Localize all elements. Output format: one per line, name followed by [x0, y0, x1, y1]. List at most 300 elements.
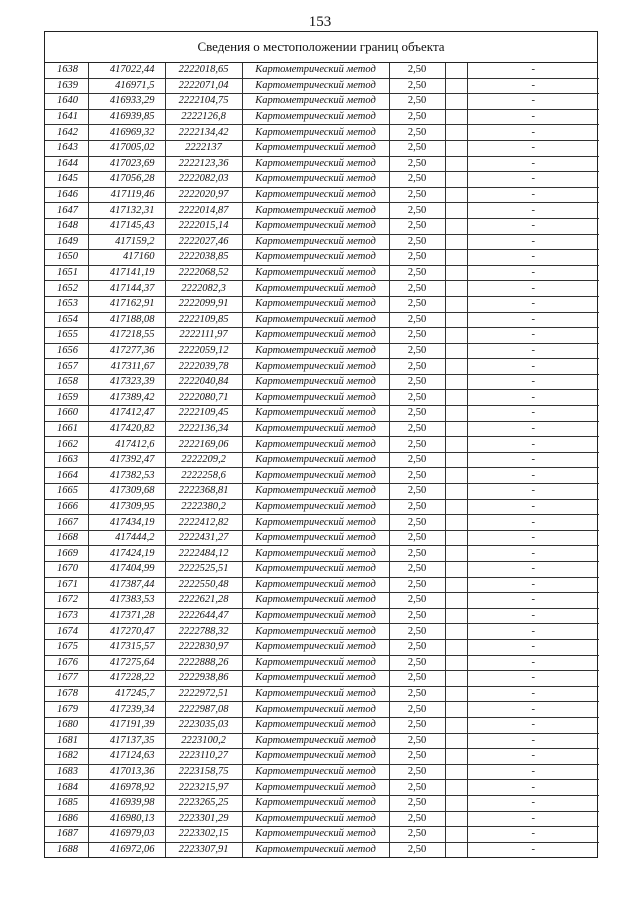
- accuracy-cell: 2,50: [389, 172, 445, 188]
- method-cell: Картометрический метод: [242, 374, 389, 390]
- point-number-cell: 1638: [45, 63, 88, 78]
- point-number-cell: 1669: [45, 546, 88, 562]
- method-cell: Картометрический метод: [242, 717, 389, 733]
- point-number-cell: 1639: [45, 78, 88, 94]
- note-cell: -: [531, 843, 535, 855]
- x-coordinate-cell: 417412,6: [88, 437, 165, 453]
- point-number-cell: 1674: [45, 624, 88, 640]
- y-coordinate-cell: 2222972,51: [165, 686, 242, 702]
- point-number-cell: 1678: [45, 686, 88, 702]
- point-number-cell: 1666: [45, 499, 88, 515]
- point-number-cell: 1641: [45, 109, 88, 125]
- note-cell: -: [467, 593, 599, 609]
- method-cell: Картометрический метод: [242, 562, 389, 578]
- table-row: [45, 608, 599, 624]
- method-cell: Картометрический метод: [242, 359, 389, 375]
- y-coordinate-cell: 2222027,46: [165, 234, 242, 250]
- note-cell: -: [467, 827, 599, 843]
- x-coordinate-cell: 417371,28: [88, 608, 165, 624]
- point-number-cell: 1667: [45, 515, 88, 531]
- table-row: [45, 78, 599, 94]
- method-cell: Картометрический метод: [242, 639, 389, 655]
- x-coordinate-cell: 417382,53: [88, 468, 165, 484]
- accuracy-cell: 2,50: [389, 265, 445, 281]
- table-row: [45, 94, 599, 110]
- table-row: [45, 125, 599, 141]
- point-number-cell: 1686: [45, 811, 88, 827]
- x-coordinate-cell: 417275,64: [88, 655, 165, 671]
- x-coordinate-cell: 417404,99: [88, 562, 165, 578]
- y-coordinate-cell: 2222082,03: [165, 172, 242, 188]
- description-cell: [445, 484, 467, 500]
- method-cell: Картометрический метод: [242, 234, 389, 250]
- note-cell: -: [467, 343, 599, 359]
- method-cell: Картометрический метод: [242, 733, 389, 749]
- note-cell: -: [467, 187, 599, 203]
- point-number-cell: 1646: [45, 187, 88, 203]
- accuracy-cell: 2,50: [389, 359, 445, 375]
- method-cell: Картометрический метод: [242, 94, 389, 110]
- table-row: [45, 421, 599, 437]
- point-number-cell: 1685: [45, 795, 88, 811]
- accuracy-cell: 2,50: [389, 125, 445, 141]
- method-cell: Картометрический метод: [242, 421, 389, 437]
- description-cell: [445, 109, 467, 125]
- note-cell: -: [467, 655, 599, 671]
- y-coordinate-cell: 2222104,75: [165, 94, 242, 110]
- x-coordinate-cell: 417013,36: [88, 764, 165, 780]
- accuracy-cell: 2,50: [389, 827, 445, 843]
- description-cell: [445, 499, 467, 515]
- point-number-cell: 1665: [45, 484, 88, 500]
- note-cell: -: [467, 172, 599, 188]
- x-coordinate-cell: 417387,44: [88, 577, 165, 593]
- x-coordinate-cell: 416980,13: [88, 811, 165, 827]
- method-cell: Картометрический метод: [242, 499, 389, 515]
- note-cell: -: [467, 702, 599, 718]
- y-coordinate-cell: 2222020,97: [165, 187, 242, 203]
- point-number-cell: 1680: [45, 717, 88, 733]
- x-coordinate-cell: 417239,34: [88, 702, 165, 718]
- y-coordinate-cell: 2222039,78: [165, 359, 242, 375]
- x-coordinate-cell: 417141,19: [88, 265, 165, 281]
- note-cell: -: [467, 312, 599, 328]
- y-coordinate-cell: 2222987,08: [165, 702, 242, 718]
- table-row: [45, 468, 599, 484]
- accuracy-cell: 2,50: [389, 109, 445, 125]
- y-coordinate-cell: 2222040,84: [165, 374, 242, 390]
- description-cell: [445, 94, 467, 110]
- point-number-cell: 1642: [45, 125, 88, 141]
- table-row: [45, 109, 599, 125]
- y-coordinate-cell: 2222525,51: [165, 562, 242, 578]
- accuracy-cell: 2,50: [389, 78, 445, 94]
- note-cell: -: [467, 437, 599, 453]
- table-row: [45, 359, 599, 375]
- description-cell: [445, 328, 467, 344]
- accuracy-cell: 2,50: [389, 749, 445, 765]
- x-coordinate-cell: 417162,91: [88, 296, 165, 312]
- point-number-cell: 1682: [45, 749, 88, 765]
- table-row: [45, 733, 599, 749]
- note-cell: -: [467, 94, 599, 110]
- method-cell: Картометрический метод: [242, 842, 389, 857]
- description-cell: [445, 686, 467, 702]
- x-coordinate-cell: 416972,06: [88, 842, 165, 857]
- y-coordinate-cell: 2223301,29: [165, 811, 242, 827]
- table-caption: Сведения о местоположении границ объекта: [45, 32, 597, 63]
- description-cell: [445, 421, 467, 437]
- description-cell: [445, 811, 467, 827]
- method-cell: Картометрический метод: [242, 187, 389, 203]
- point-number-cell: 1661: [45, 421, 88, 437]
- point-number-cell: 1672: [45, 593, 88, 609]
- note-cell: -: [467, 156, 599, 172]
- x-coordinate-cell: 417389,42: [88, 390, 165, 406]
- note-cell: -: [467, 63, 599, 78]
- description-cell: [445, 749, 467, 765]
- point-number-cell: 1651: [45, 265, 88, 281]
- x-coordinate-cell: 417023,69: [88, 156, 165, 172]
- point-number-cell: 1684: [45, 780, 88, 796]
- point-number-cell: 1670: [45, 562, 88, 578]
- x-coordinate-cell: 416971,5: [88, 78, 165, 94]
- table-row: [45, 265, 599, 281]
- table-row: [45, 655, 599, 671]
- note-cell: -: [467, 515, 599, 531]
- description-cell: [445, 250, 467, 266]
- x-coordinate-cell: 417218,55: [88, 328, 165, 344]
- y-coordinate-cell: 2222621,28: [165, 593, 242, 609]
- table-row: [45, 203, 599, 219]
- point-number-cell: 1675: [45, 639, 88, 655]
- x-coordinate-cell: 417056,28: [88, 172, 165, 188]
- description-cell: [445, 218, 467, 234]
- y-coordinate-cell: 2222123,36: [165, 156, 242, 172]
- y-coordinate-cell: 2222068,52: [165, 265, 242, 281]
- y-coordinate-cell: 2222111,97: [165, 328, 242, 344]
- x-coordinate-cell: 416939,98: [88, 795, 165, 811]
- x-coordinate-cell: 417145,43: [88, 218, 165, 234]
- method-cell: Картометрический метод: [242, 437, 389, 453]
- description-cell: [445, 265, 467, 281]
- table-row: [45, 328, 599, 344]
- x-coordinate-cell: 417383,53: [88, 593, 165, 609]
- x-coordinate-cell: 416933,29: [88, 94, 165, 110]
- accuracy-cell: 2,50: [389, 780, 445, 796]
- table-row: [45, 452, 599, 468]
- y-coordinate-cell: 2223307,91: [165, 842, 242, 857]
- table-row: [45, 296, 599, 312]
- method-cell: Картометрический метод: [242, 530, 389, 546]
- method-cell: Картометрический метод: [242, 250, 389, 266]
- y-coordinate-cell: 2222134,42: [165, 125, 242, 141]
- point-number-cell: 1681: [45, 733, 88, 749]
- x-coordinate-cell: 417392,47: [88, 452, 165, 468]
- accuracy-cell: 2,50: [389, 499, 445, 515]
- point-number-cell: 1662: [45, 437, 88, 453]
- note-cell: -: [467, 795, 599, 811]
- x-coordinate-cell: 417144,37: [88, 281, 165, 297]
- accuracy-cell: 2,50: [389, 421, 445, 437]
- table-row: [45, 686, 599, 702]
- note-cell: -: [467, 468, 599, 484]
- method-cell: Картометрический метод: [242, 328, 389, 344]
- note-cell: -: [467, 624, 599, 640]
- method-cell: Картометрический метод: [242, 281, 389, 297]
- method-cell: Картометрический метод: [242, 577, 389, 593]
- accuracy-cell: 2,50: [389, 795, 445, 811]
- x-coordinate-cell: 417309,68: [88, 484, 165, 500]
- y-coordinate-cell: 2222209,2: [165, 452, 242, 468]
- accuracy-cell: 2,50: [389, 203, 445, 219]
- point-number-cell: 1649: [45, 234, 88, 250]
- y-coordinate-cell: 2222938,86: [165, 671, 242, 687]
- description-cell: [445, 702, 467, 718]
- table-row: [45, 484, 599, 500]
- accuracy-cell: 2,50: [389, 686, 445, 702]
- method-cell: Картометрический метод: [242, 156, 389, 172]
- y-coordinate-cell: 2222015,14: [165, 218, 242, 234]
- note-cell: -: [467, 608, 599, 624]
- description-cell: [445, 842, 467, 857]
- table-row: [45, 250, 599, 266]
- method-cell: Картометрический метод: [242, 546, 389, 562]
- y-coordinate-cell: 2222080,71: [165, 390, 242, 406]
- x-coordinate-cell: 417022,44: [88, 63, 165, 78]
- method-cell: Картометрический метод: [242, 125, 389, 141]
- table-row: [45, 624, 599, 640]
- y-coordinate-cell: 2222126,8: [165, 109, 242, 125]
- description-cell: [445, 312, 467, 328]
- accuracy-cell: 2,50: [389, 390, 445, 406]
- accuracy-cell: 2,50: [389, 406, 445, 422]
- method-cell: Картометрический метод: [242, 452, 389, 468]
- accuracy-cell: 2,50: [389, 811, 445, 827]
- table-row: [45, 702, 599, 718]
- accuracy-cell: 2,50: [389, 639, 445, 655]
- table-row: [45, 530, 599, 546]
- note-cell: -: [467, 296, 599, 312]
- x-coordinate-cell: 417124,63: [88, 749, 165, 765]
- description-cell: [445, 608, 467, 624]
- x-coordinate-cell: 417323,39: [88, 374, 165, 390]
- y-coordinate-cell: 2223035,03: [165, 717, 242, 733]
- x-coordinate-cell: 416979,03: [88, 827, 165, 843]
- method-cell: Картометрический метод: [242, 172, 389, 188]
- table-row: [45, 63, 599, 78]
- note-cell: -: [467, 140, 599, 156]
- note-cell: -: [467, 484, 599, 500]
- note-cell: -: [467, 577, 599, 593]
- description-cell: [445, 63, 467, 78]
- note-cell: -: [467, 452, 599, 468]
- point-number-cell: 1663: [45, 452, 88, 468]
- note-cell: -: [467, 203, 599, 219]
- point-number-cell: 1688: [45, 842, 88, 857]
- note-cell: -: [467, 265, 599, 281]
- note-cell: -: [467, 733, 599, 749]
- y-coordinate-cell: 2222169,06: [165, 437, 242, 453]
- table-row: [45, 562, 599, 578]
- method-cell: Картометрический метод: [242, 343, 389, 359]
- description-cell: [445, 156, 467, 172]
- x-coordinate-cell: 417412,47: [88, 406, 165, 422]
- description-cell: [445, 390, 467, 406]
- method-cell: Картометрический метод: [242, 749, 389, 765]
- x-coordinate-cell: 417311,67: [88, 359, 165, 375]
- y-coordinate-cell: 2222038,85: [165, 250, 242, 266]
- note-cell: -: [467, 359, 599, 375]
- x-coordinate-cell: 417420,82: [88, 421, 165, 437]
- y-coordinate-cell: 2223215,97: [165, 780, 242, 796]
- point-number-cell: 1654: [45, 312, 88, 328]
- description-cell: [445, 187, 467, 203]
- method-cell: Картометрический метод: [242, 624, 389, 640]
- page-number: 153: [308, 14, 332, 30]
- y-coordinate-cell: 2222830,97: [165, 639, 242, 655]
- point-number-cell: 1648: [45, 218, 88, 234]
- x-coordinate-cell: 416969,32: [88, 125, 165, 141]
- method-cell: Картометрический метод: [242, 468, 389, 484]
- note-cell: -: [467, 639, 599, 655]
- description-cell: [445, 827, 467, 843]
- x-coordinate-cell: 417270,47: [88, 624, 165, 640]
- accuracy-cell: 2,50: [389, 156, 445, 172]
- table-row: [45, 780, 599, 796]
- table-row: [45, 406, 599, 422]
- table-row: [45, 390, 599, 406]
- table-row: [45, 343, 599, 359]
- method-cell: Картометрический метод: [242, 686, 389, 702]
- table-row: [45, 140, 599, 156]
- table-row: [45, 671, 599, 687]
- x-coordinate-cell: 417444,2: [88, 530, 165, 546]
- point-number-cell: 1640: [45, 94, 88, 110]
- point-number-cell: 1673: [45, 608, 88, 624]
- note-cell: -: [467, 780, 599, 796]
- method-cell: Картометрический метод: [242, 795, 389, 811]
- accuracy-cell: 2,50: [389, 717, 445, 733]
- note-cell: -: [467, 78, 599, 94]
- description-cell: [445, 374, 467, 390]
- description-cell: [445, 733, 467, 749]
- point-number-cell: 1643: [45, 140, 88, 156]
- description-cell: [445, 468, 467, 484]
- note-cell: -: [467, 686, 599, 702]
- y-coordinate-cell: 2222368,81: [165, 484, 242, 500]
- x-coordinate-cell: 416978,92: [88, 780, 165, 796]
- description-cell: [445, 515, 467, 531]
- accuracy-cell: 2,50: [389, 452, 445, 468]
- table-row: [45, 234, 599, 250]
- y-coordinate-cell: 2222059,12: [165, 343, 242, 359]
- accuracy-cell: 2,50: [389, 562, 445, 578]
- y-coordinate-cell: 2222888,26: [165, 655, 242, 671]
- description-cell: [445, 671, 467, 687]
- x-coordinate-cell: 417228,22: [88, 671, 165, 687]
- point-number-cell: 1650: [45, 250, 88, 266]
- x-coordinate-cell: 417309,95: [88, 499, 165, 515]
- accuracy-cell: 2,50: [389, 187, 445, 203]
- method-cell: Картометрический метод: [242, 265, 389, 281]
- table-row: [45, 593, 599, 609]
- note-cell: -: [467, 328, 599, 344]
- coordinates-table-body: [45, 63, 599, 857]
- x-coordinate-cell: 417434,19: [88, 515, 165, 531]
- accuracy-cell: 2,50: [389, 343, 445, 359]
- accuracy-cell: 2,50: [389, 468, 445, 484]
- table-row: [45, 577, 599, 593]
- description-cell: [445, 359, 467, 375]
- y-coordinate-cell: 2223302,15: [165, 827, 242, 843]
- description-cell: [445, 764, 467, 780]
- method-cell: Картометрический метод: [242, 671, 389, 687]
- description-cell: [445, 780, 467, 796]
- description-cell: [445, 562, 467, 578]
- method-cell: Картометрический метод: [242, 109, 389, 125]
- note-cell: -: [467, 125, 599, 141]
- method-cell: Картометрический метод: [242, 764, 389, 780]
- table-row: [45, 172, 599, 188]
- note-cell: -: [467, 562, 599, 578]
- x-coordinate-cell: 417424,19: [88, 546, 165, 562]
- note-cell: -: [467, 530, 599, 546]
- note-cell: -: [467, 749, 599, 765]
- accuracy-cell: 2,50: [389, 733, 445, 749]
- y-coordinate-cell: 2222137: [165, 140, 242, 156]
- accuracy-cell: 2,50: [389, 312, 445, 328]
- accuracy-cell: 2,50: [389, 546, 445, 562]
- x-coordinate-cell: 416939,85: [88, 109, 165, 125]
- description-cell: [445, 546, 467, 562]
- method-cell: Картометрический метод: [242, 218, 389, 234]
- y-coordinate-cell: 2222082,3: [165, 281, 242, 297]
- point-number-cell: 1668: [45, 530, 88, 546]
- note-cell: -: [467, 546, 599, 562]
- point-number-cell: 1645: [45, 172, 88, 188]
- table-row: [45, 374, 599, 390]
- description-cell: [445, 655, 467, 671]
- table-row: [45, 499, 599, 515]
- table-row: [45, 312, 599, 328]
- description-cell: [445, 577, 467, 593]
- note-cell: -: [467, 250, 599, 266]
- method-cell: Картометрический метод: [242, 312, 389, 328]
- x-coordinate-cell: 417315,57: [88, 639, 165, 655]
- point-number-cell: 1683: [45, 764, 88, 780]
- note-cell: -: [467, 421, 599, 437]
- x-coordinate-cell: 417137,35: [88, 733, 165, 749]
- note-cell: -: [467, 374, 599, 390]
- table-row: [45, 842, 599, 857]
- method-cell: Картометрический метод: [242, 203, 389, 219]
- table-row: [45, 795, 599, 811]
- accuracy-cell: 2,50: [389, 328, 445, 344]
- y-coordinate-cell: 2223110,27: [165, 749, 242, 765]
- accuracy-cell: 2,50: [389, 437, 445, 453]
- description-cell: [445, 78, 467, 94]
- accuracy-cell: 2,50: [389, 655, 445, 671]
- description-cell: [445, 795, 467, 811]
- point-number-cell: 1676: [45, 655, 88, 671]
- description-cell: [445, 593, 467, 609]
- accuracy-cell: 2,50: [389, 296, 445, 312]
- note-cell: -: [467, 717, 599, 733]
- y-coordinate-cell: 2222071,04: [165, 78, 242, 94]
- accuracy-cell: 2,50: [389, 250, 445, 266]
- accuracy-cell: 2,50: [389, 281, 445, 297]
